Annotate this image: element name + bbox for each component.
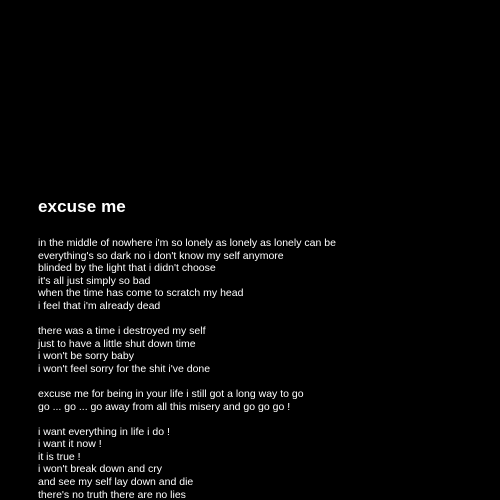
poem-line: it is true ! bbox=[38, 450, 81, 463]
poem-line: and see my self lay down and die bbox=[38, 476, 194, 488]
poem-line: blinded by the light that i didn't choose bbox=[38, 262, 216, 275]
poem-body bbox=[38, 237, 493, 500]
poem-line: i want it now ! bbox=[38, 438, 102, 451]
poem-line: in the middle of nowhere i'm so lonely as lonely as lonely can be bbox=[38, 237, 336, 249]
stanza-1 bbox=[38, 237, 493, 313]
stanza-3 bbox=[38, 388, 493, 413]
poem-line: go ... go ... go away from all this misery and go go go ! bbox=[38, 400, 291, 413]
stanza-2 bbox=[38, 325, 493, 375]
poem-line: i won't feel sorry for the shit i've done bbox=[38, 362, 211, 375]
poem-line: just to have a little shut down time bbox=[38, 337, 196, 350]
poem-line: i won't break down and cry bbox=[38, 463, 162, 476]
poem-line: everything's so dark no i don't know my self anymore bbox=[38, 249, 284, 262]
stanza-4 bbox=[38, 426, 493, 500]
poem-line: i want everything in life i do ! bbox=[38, 425, 170, 438]
poem-line: i feel that i'm already dead bbox=[38, 299, 161, 312]
poem-line: there was a time i destroyed my self bbox=[38, 325, 206, 338]
poem-line: i won't be sorry baby bbox=[38, 350, 134, 363]
poem-title: excuse me bbox=[38, 197, 126, 216]
poem-line: when the time has come to scratch my head bbox=[38, 287, 244, 300]
poem-line: excuse me for being in your life i still got a long way to go bbox=[38, 387, 304, 400]
poem-line: it's all just simply so bad bbox=[38, 274, 151, 287]
poem-line: there's no truth there are no lies bbox=[38, 488, 186, 500]
